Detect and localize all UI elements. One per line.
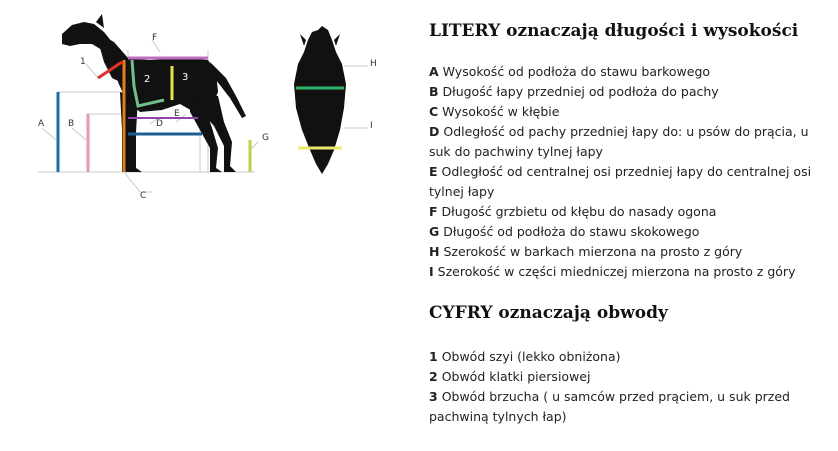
item-text: Wysokość od podłoża do stawu barkowego [442, 64, 711, 79]
item-text: Odległość od centralnej osi przedniej łapy do centralnej osi tylnej łapy [429, 164, 812, 199]
item-key: F [429, 204, 438, 219]
item-text: Długość grzbietu od kłębu do nasady ogona [441, 204, 717, 219]
letters-list [429, 62, 829, 282]
numbers-title: CYFRY oznaczają obwody [429, 303, 668, 323]
numbers-list [429, 347, 829, 427]
list-item [429, 82, 829, 102]
item-text: Szerokość w barkach mierzona na prosto z góry [443, 244, 743, 259]
item-text: Szerokość w części miedniczej mierzona na prosto z góry [437, 264, 796, 279]
label-C: C [140, 191, 147, 201]
label-D: D [156, 119, 163, 129]
list-item [429, 262, 829, 282]
item-text: Wysokość w kłębie [442, 104, 560, 119]
item-text: Obwód szyi (lekko obniżona) [441, 349, 621, 364]
label-2: 2 [144, 74, 151, 85]
label-3: 3 [182, 72, 189, 83]
item-text: Obwód klatki piersiowej [441, 369, 591, 384]
label-A: A [38, 119, 45, 129]
label-B: B [68, 119, 75, 129]
item-key: D [429, 124, 440, 139]
letters-title: LITERY oznaczają długości i wysokości [429, 21, 799, 41]
letters-section [429, 21, 829, 282]
dog-top-silhouette [294, 26, 346, 174]
list-item [429, 102, 829, 122]
item-text: Obwód brzucha ( u samców przed prąciem, u suk przed pachwiną tylnych łap) [429, 389, 790, 424]
label-G: G [262, 133, 269, 143]
list-item [429, 387, 829, 427]
item-key: C [429, 104, 439, 119]
list-item [429, 162, 829, 202]
dog-measurement-diagram [0, 0, 420, 230]
item-key: 3 [429, 389, 438, 404]
item-key: B [429, 84, 439, 99]
item-key: G [429, 224, 440, 239]
item-text: Długość od podłoża do stawu skokowego [443, 224, 700, 239]
item-text: Długość łapy przedniej od podłoża do pachy [442, 84, 719, 99]
numbers-section [429, 303, 829, 427]
item-key: H [429, 244, 440, 259]
label-E: E [174, 109, 180, 119]
item-key: 2 [429, 369, 438, 384]
list-item [429, 202, 829, 222]
list-item [429, 62, 829, 82]
item-key: A [429, 64, 439, 79]
item-text: Odległość od pachy przedniej łapy do: u psów do prącia, u suk do pachwiny tylnej łapy [429, 124, 809, 159]
list-item [429, 242, 829, 262]
item-key: 1 [429, 349, 438, 364]
list-item [429, 122, 829, 162]
label-H: H [370, 59, 377, 69]
label-1: 1 [80, 57, 86, 67]
list-item [429, 222, 829, 242]
item-key: I [429, 264, 434, 279]
label-F: F [152, 33, 158, 43]
item-key: E [429, 164, 438, 179]
list-item [429, 367, 829, 387]
list-item [429, 347, 829, 367]
label-I: I [370, 121, 373, 131]
